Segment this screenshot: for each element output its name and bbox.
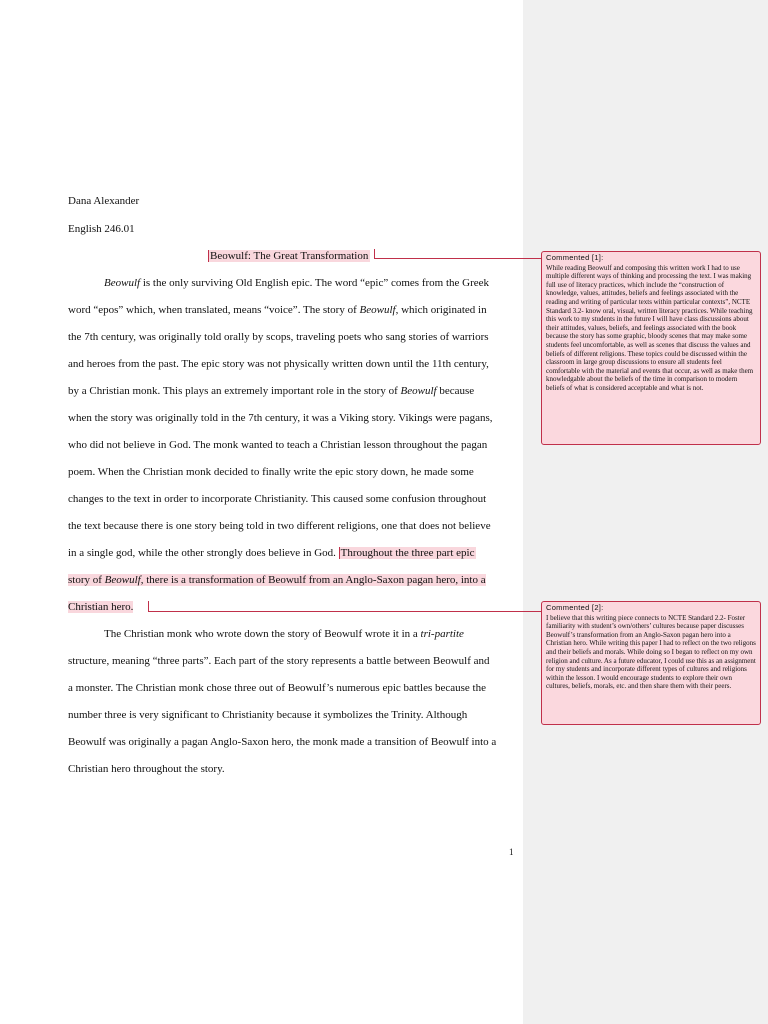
body-line: Beowulf was originally a pagan Anglo-Saxon hero, the monk made a transition of Beowulf into a	[68, 736, 497, 748]
body-line: number three is very significant to Christianity because it symbolizes the Trinity. Although	[68, 709, 468, 721]
body-line: the 7th century, was originally told orally by scops, traveling poets who sang stories of warriors	[68, 331, 489, 343]
comment-heading: Commented [1]:	[546, 253, 604, 262]
body-text: is the only surviving Old English epic. The word “epic” comes from the Greek	[140, 277, 490, 289]
body-line: poem. When the Christian monk decided to finally write the epic story down, he made some	[68, 466, 474, 478]
page-number: 1	[509, 847, 514, 857]
body-line: changes to the text in order to incorporate Christianity. This caused some confusion throughout	[68, 493, 487, 505]
comment-anchor-1	[374, 249, 375, 259]
commented-text: story of Beowulf, there is a transformation of Beowulf from an Anglo-Saxon pagan hero, into a	[68, 574, 486, 586]
body-text: word “epos” which, when translated, means “voice”. The story of	[68, 304, 360, 316]
italic-text: Beowulf	[359, 304, 396, 316]
author-name: Dana Alexander	[68, 195, 140, 207]
comment-leader-1	[374, 258, 541, 259]
commented-text: Christian hero.	[68, 601, 134, 613]
body-line	[104, 627, 464, 641]
comment-1[interactable]	[541, 251, 761, 445]
comment-anchor-2	[148, 601, 149, 612]
body-line: and heroes from the past. The epic story was not physically written down until the 11th century,	[68, 358, 489, 370]
essay-title-text: Beowulf: The Great Transformation	[210, 250, 369, 262]
italic-text: tri-partite	[420, 628, 464, 640]
comment-heading: Commented [2]:	[546, 603, 604, 612]
body-line	[68, 303, 487, 317]
italic-text: Beowulf	[104, 574, 141, 586]
body-text: because	[436, 385, 475, 397]
body-line[interactable]	[68, 600, 133, 614]
commented-text[interactable]: Throughout the three part epic	[340, 547, 475, 559]
course-number: English 246.01	[68, 223, 135, 235]
body-line	[68, 384, 474, 398]
italic-text: Beowulf	[104, 277, 141, 289]
body-line: a monster. The Christian monk chose three out of Beowulf’s numerous epic battles because the	[68, 682, 486, 694]
comment-2[interactable]	[541, 601, 761, 725]
body-text: by a Christian monk. This plays an extremely important role in the story of	[68, 385, 401, 397]
body-line[interactable]	[68, 573, 486, 587]
body-line: Christian hero throughout the story.	[68, 763, 225, 775]
comment-body: I believe that this writing piece connects to NCTE Standard 2.2- Foster familiarity with student’s own/others’ cultures because paper discusses Beowulf’s transformation from an Anglo-Saxon pagan hero into a Christian hero. While writing this paper I had to reflect on the two religons and their beliefs and morals. While doing so I began to reflect on my own religion and culture. As a future educator, I could use this as an assignment for my students and incorporate different types of cultures and religions within the lesson. I would encourage students to explore their own cultures, beliefs, morals, etc. and then share them with their peers.	[546, 613, 756, 691]
body-text: The Christian monk who wrote down the story of Beowulf wrote it in a	[104, 628, 421, 640]
comment-body: While reading Beowulf and composing this written work I had to use multiple different ways of thinking and processing the text. I was making full use of literacy practices, which include the “construction of knowledge, values, attitudes, beliefs and feelings associated with the reading and writing of particular texts within particular contexts”, NCTE Standard 3.2- know oral, visual, written literacy practices. While teaching this work to my students in the future I will have class discussions about their attitudes, values, beliefs, and feelings associated with the book because the story has some graphic, bloody scenes that may make some students feel uncomfortable, as well as scenes that discuss the values and beliefs of different religions. These topics could be discussed within the classroom in large group discussions to ensure all students feel comfortable with the material and events that occur, as well as make them knowledgable about the beliefs of the time in comparison to modern beliefs of what is considered acceptable and what is not.	[546, 263, 754, 392]
essay-title[interactable]	[208, 249, 370, 263]
body-line: structure, meaning “three parts”. Each part of the story represents a battle between Beowulf and	[68, 655, 490, 667]
italic-text: Beowulf	[400, 385, 437, 397]
body-text: in a single god, while the other strongly does believe in God.	[68, 547, 339, 559]
body-line	[104, 276, 489, 290]
comments-pane	[523, 0, 768, 1024]
body-line: the text because there is one story being told in two different religions, one that does not believe	[68, 520, 491, 532]
body-line: when the story was originally told in the 7th century, it was a Viking story. Vikings were pagans,	[68, 412, 493, 424]
comment-leader-2	[148, 611, 541, 612]
body-line: who did not believe in God. The monk wanted to teach a Christian lesson throughout the pagan	[68, 439, 488, 451]
body-line	[68, 546, 476, 560]
body-text: , which originated in	[395, 304, 487, 316]
